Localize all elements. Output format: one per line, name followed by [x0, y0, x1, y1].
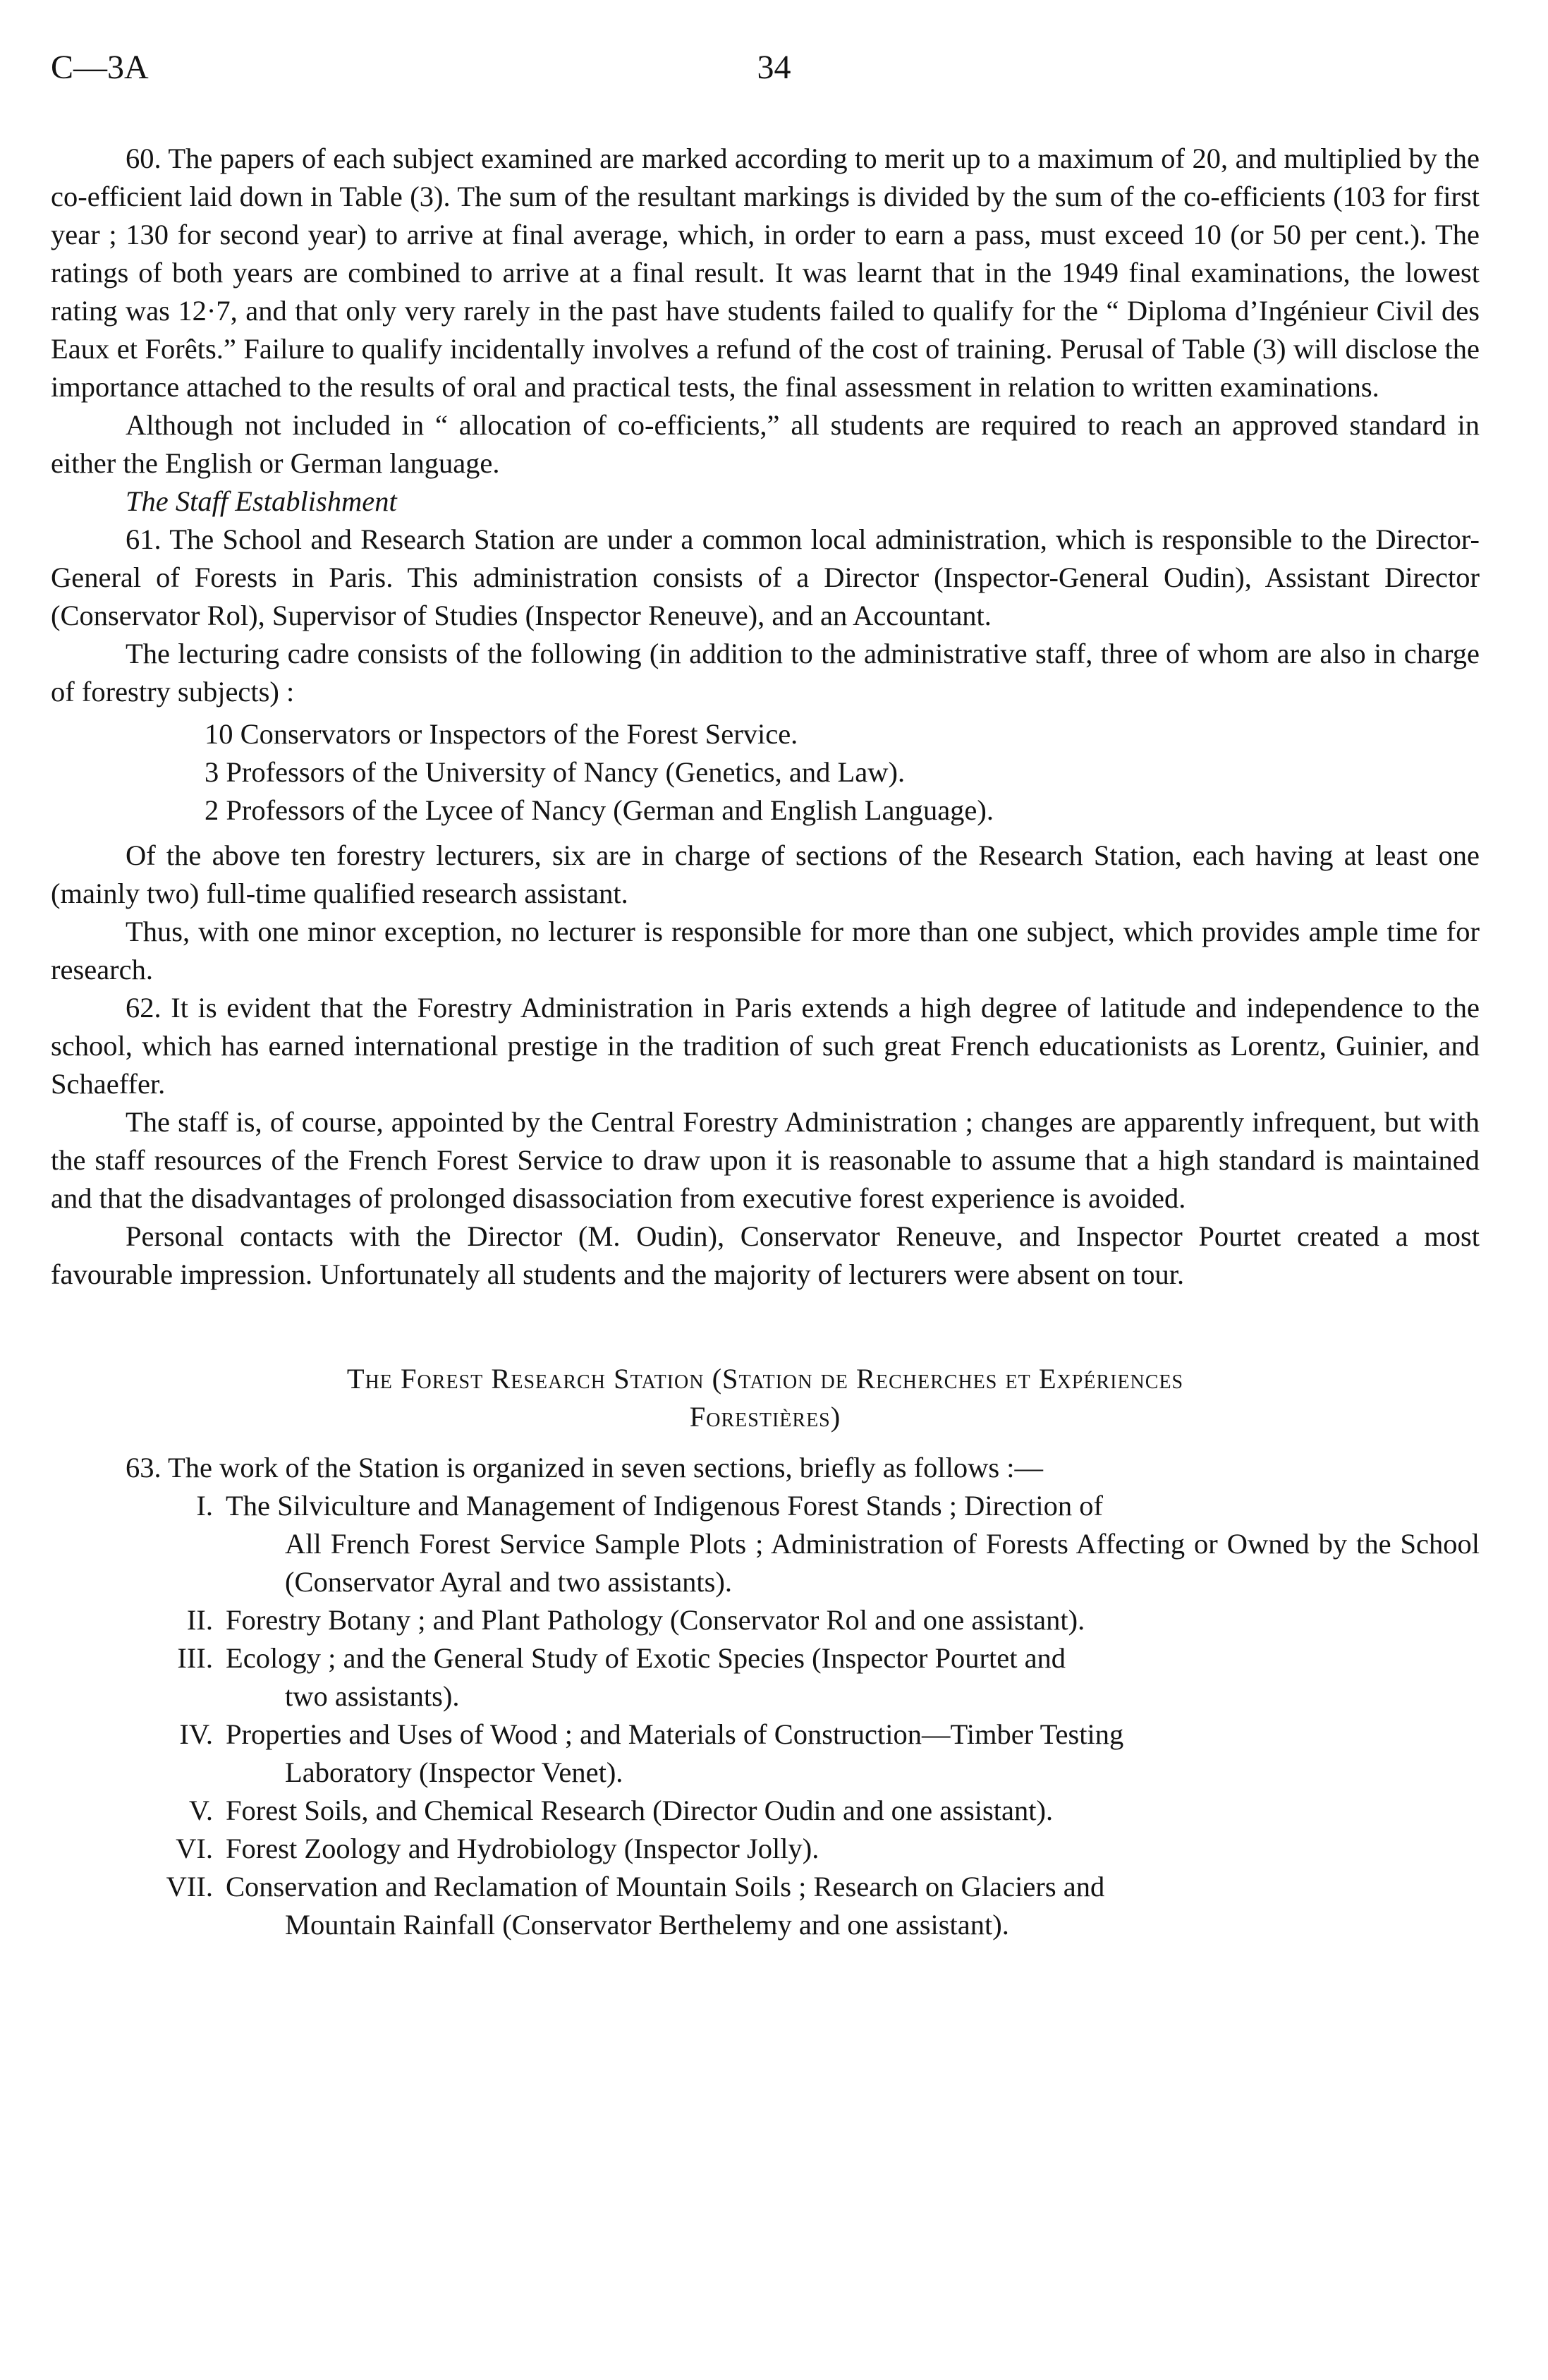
list-item [51, 1639, 1480, 1716]
section-number: III. [177, 1642, 213, 1674]
paragraph-62: 62. It is evident that the Forestry Administration in Paris extends a high degree of latitude and independence to the school, which has earned international prestige in the tradition of such great French educationists as Lorentz, Guinier, and Schaeffer. [51, 992, 1480, 1100]
station-sections-list [51, 1487, 1480, 1944]
section-text-first: Ecology ; and the General Study of Exotic Species (Inspector Pourtet and [226, 1642, 1066, 1674]
section-text-rest: All French Forest Service Sample Plots ; Administration of Forests Affecting or Owned by the School (Conservator Ayral and two assistants). [285, 1528, 1480, 1598]
list-item [51, 1868, 1480, 1944]
section-text-rest: Laboratory (Inspector Venet). [285, 1756, 623, 1788]
paragraph-63: 63. The work of the Station is organized in seven sections, briefly as follows :— [126, 1452, 1044, 1483]
research-station-heading [51, 1360, 1480, 1436]
research-heading-line-1: The Forest Research Station (Station de Recherches et Expériences [346, 1363, 1184, 1395]
section-text-first: Forest Soils, and Chemical Research (Director Oudin and one assistant). [226, 1795, 1054, 1826]
paragraph-personal-contacts: Personal contacts with the Director (M. Oudin), Conservator Reneuve, and Inspector Pourtet created a most favourable impression. Unfortunately all students and the majority of lecturers were absent on tour. [51, 1220, 1480, 1290]
section-text-first: The Silviculture and Management of Indigenous Forest Stands ; Direction of [226, 1490, 1103, 1522]
paragraph-ten-lecturers: Of the above ten forestry lecturers, six are in charge of sections of the Research Station, each having at least one (mainly two) full-time qualified research assistant. [51, 839, 1480, 909]
research-heading-line-2: Forestières) [689, 1401, 841, 1433]
section-text-first: Conservation and Reclamation of Mountain Soils ; Research on Glaciers and [226, 1871, 1105, 1902]
list-item [51, 1716, 1480, 1792]
page-number: 34 [757, 49, 791, 86]
section-number: V. [188, 1795, 213, 1826]
paragraph-language-requirement: Although not included in “ allocation of co-efficients,” all students are required to reach an approved standard in either the English or German language. [51, 409, 1480, 479]
paragraph-61: 61. The School and Research Station are under a common local administration, which is responsible to the Director-General of Forests in Paris. This administration consists of a Director (Inspector-General Oudin), Assistant Director (Conservator Rol), Supervisor of Studies (Inspector Reneuve), and an Accountant. [51, 523, 1480, 631]
list-item [51, 1487, 1480, 1601]
document-reference: C—3A [51, 49, 149, 86]
section-text-rest: Mountain Rainfall (Conservator Berthelemy and one assistant). [285, 1909, 1009, 1941]
paragraph-one-subject: Thus, with one minor exception, no lecturer is responsible for more than one subject, which provides ample time for research. [51, 916, 1480, 985]
section-text-rest: two assistants). [285, 1680, 460, 1712]
section-text-first: Forest Zoology and Hydrobiology (Inspector Jolly). [226, 1833, 819, 1864]
section-number: II. [186, 1604, 213, 1636]
list-item: 2 Professors of the Lycee of Nancy (German and English Language). [205, 794, 994, 826]
paragraph-staff-appointed: The staff is, of course, appointed by the Central Forestry Administration ; changes are apparently infrequent, but with the staff resources of the French Forest Service to draw upon it is reasonable to assume that a high standard is maintained and that the disadvantages of prolonged disassociation from executive forest experience is avoided. [51, 1106, 1480, 1214]
section-number: VII. [166, 1871, 213, 1902]
list-item [51, 1601, 1480, 1639]
section-text-first: Forestry Botany ; and Plant Pathology (Conservator Rol and one assistant). [226, 1604, 1085, 1636]
lecturing-cadre-list [51, 715, 1480, 830]
section-number: VI. [176, 1833, 213, 1864]
section-text-first: Properties and Uses of Wood ; and Materials of Construction—Timber Testing [226, 1718, 1124, 1750]
list-item: 3 Professors of the University of Nancy (Genetics, and Law). [205, 756, 906, 788]
list-item [51, 1792, 1480, 1830]
paragraph-60: 60. The papers of each subject examined are marked according to merit up to a maximum of 20, and multiplied by the co-efficient laid down in Table (3). The sum of the resultant markings is divided by the sum of the co-efficients (103 for first year ; 130 for second year) to arrive at final average, which, in order to earn a pass, must exceed 10 (or 50 per cent.). The ratings of both years are combined to arrive at a final result. It was learnt that in the 1949 final examinations, the lowest rating was 12·7, and that only very rarely in the past have students failed to qualify for the “ Diploma d’Ingénieur Civil des Eaux et Forêts.” Failure to qualify incidentally involves a refund of the cost of training. Perusal of Table (3) will disclose the importance attached to the results of oral and practical tests, the final assessment in relation to written examinations. [51, 142, 1480, 403]
page-header [51, 48, 1497, 97]
paragraph-lecturing-cadre: The lecturing cadre consists of the following (in addition to the administrative staff, three of whom are also in charge of forestry subjects) : [51, 638, 1480, 708]
list-item: 10 Conservators or Inspectors of the Forest Service. [205, 718, 798, 750]
page-body [51, 140, 1480, 1944]
list-item [51, 1830, 1480, 1868]
section-number: IV. [179, 1718, 213, 1750]
staff-establishment-heading: The Staff Establishment [126, 485, 397, 517]
section-number: I. [196, 1490, 213, 1522]
